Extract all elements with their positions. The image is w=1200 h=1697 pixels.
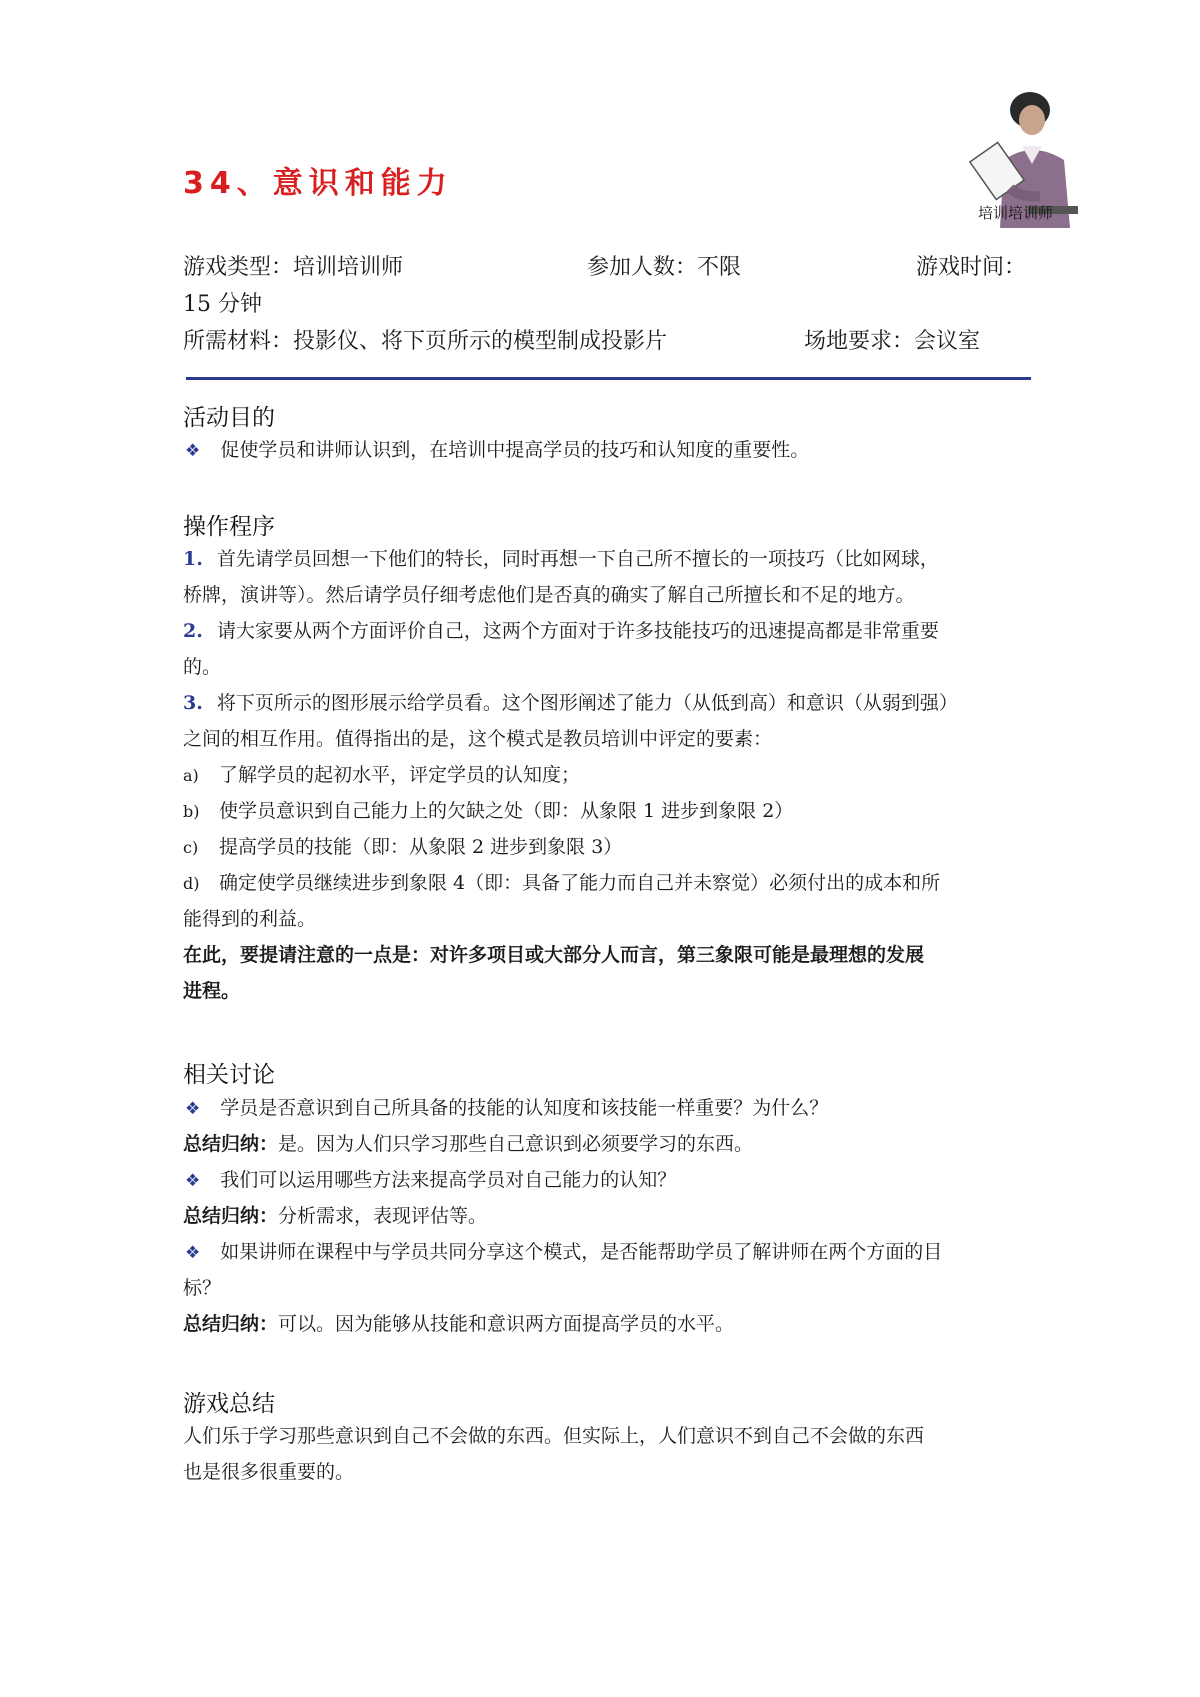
diamond-bullet-icon: ❖ <box>185 1099 201 1119</box>
question-1 <box>183 1090 828 1127</box>
sub-item-a <box>183 757 580 794</box>
sub-item-label: d) <box>183 874 200 893</box>
step-text: 将下页所示的图形展示给学员看。这个图形阐述了能力（从低到高）和意识（从弱到强） <box>216 692 958 714</box>
answer-3 <box>183 1306 734 1342</box>
answer-text: 分析需求，表现评估等。 <box>278 1205 488 1227</box>
question-text: 如果讲师在课程中与学员共同分享这个模式，是否能帮助学员了解讲师在两个方面的目 <box>220 1241 943 1263</box>
sub-item-text: 确定使学员继续进步到象限 4（即：具备了能力而自己并未察觉）必须付出的成本和所 <box>219 872 941 894</box>
step-1-line-1 <box>183 541 939 577</box>
answer-2 <box>183 1198 487 1234</box>
purpose-item <box>183 432 809 469</box>
step-text: 首先请学员回想一下他们的特长，同时再想一下自己所不擅长的一项技巧（比如网球， <box>216 548 939 570</box>
sub-item-d-cont: 能得到的利益。 <box>183 908 317 930</box>
answer-text: 可以。因为能够从技能和意识两方面提高学员的水平。 <box>278 1313 735 1335</box>
materials: 所需材料：投影仪、将下页所示的模型制成投影片 <box>183 329 668 354</box>
step-1-line-2: 桥牌，演讲等）。然后请学员仔细考虑他们是否真的确实了解自己所擅长和不足的地方。 <box>183 584 915 606</box>
step-2-line-2: 的。 <box>183 656 222 678</box>
sub-item-label: a) <box>183 766 199 785</box>
diamond-bullet-icon: ❖ <box>185 441 201 461</box>
divider <box>186 377 1031 380</box>
step-number: 2. <box>183 620 203 642</box>
summary-label: 总结归纳： <box>183 1313 279 1335</box>
step-number: 1. <box>183 548 203 570</box>
sub-item-text: 使学员意识到自己能力上的欠缺之处（即：从象限 1 进步到象限 2） <box>219 800 794 822</box>
summary-heading: 游戏总结 <box>183 1391 275 1417</box>
sub-item-label: c) <box>183 838 199 857</box>
summary-label: 总结归纳： <box>183 1133 279 1155</box>
time-value: 15 分钟 <box>183 292 262 317</box>
sub-item-c <box>183 829 622 866</box>
sub-item-d <box>183 865 940 902</box>
sub-item-label: b) <box>183 802 200 821</box>
note-line-2: 进程。 <box>183 980 241 1002</box>
step-text: 请大家要从两个方面评价自己，这两个方面对于许多技能技巧的迅速提高都是非常重要 <box>216 620 939 642</box>
answer-1 <box>183 1126 753 1162</box>
procedure-heading: 操作程序 <box>183 514 275 540</box>
sub-item-text: 了解学员的起初水平，评定学员的认知度； <box>219 764 581 786</box>
page-title: 34、意识和能力 <box>183 166 453 201</box>
summary-line-1: 人们乐于学习那些意识到自己不会做的东西。但实际上，人们意识不到自己不会做的东西 <box>183 1425 925 1447</box>
summary-label: 总结归纳： <box>183 1205 279 1227</box>
diamond-bullet-icon: ❖ <box>185 1243 201 1263</box>
question-3-cont: 标？ <box>183 1277 222 1299</box>
sub-item-text: 提高学员的技能（即：从象限 2 进步到象限 3） <box>219 836 623 858</box>
question-text: 我们可以运用哪些方法来提高学员对自己能力的认知？ <box>220 1169 677 1191</box>
note-line-1: 在此，要提请注意的一点是：对许多项目或大部分人而言，第三象限可能是最理想的发展 <box>183 944 925 966</box>
game-type: 游戏类型：培训培训师 <box>183 255 404 280</box>
purpose-heading: 活动目的 <box>183 405 275 431</box>
step-2-line-1 <box>183 613 939 649</box>
participants: 参加人数：不限 <box>587 255 742 280</box>
step-3-line-1 <box>183 685 958 721</box>
purpose-text: 促使学员和讲师认识到，在培训中提高学员的技巧和认知度的重要性。 <box>220 439 810 461</box>
diamond-bullet-icon: ❖ <box>185 1171 201 1191</box>
time-label: 游戏时间： <box>916 255 1027 280</box>
step-number: 3. <box>183 692 203 714</box>
discussion-heading: 相关讨论 <box>183 1062 275 1088</box>
question-text: 学员是否意识到自己所具备的技能的认知度和该技能一样重要？为什么？ <box>220 1097 829 1119</box>
answer-text: 是。因为人们只学习那些自己意识到必须要学习的东西。 <box>278 1133 754 1155</box>
sub-item-b <box>183 793 793 830</box>
summary-line-2: 也是很多很重要的。 <box>183 1461 355 1483</box>
venue: 场地要求：会议室 <box>804 329 981 354</box>
trainer-caption: 培训培训师 <box>978 204 1054 222</box>
step-3-line-2: 之间的相互作用。值得指出的是，这个模式是教员培训中评定的要素： <box>183 728 773 750</box>
question-2 <box>183 1162 676 1199</box>
question-3 <box>183 1234 942 1271</box>
